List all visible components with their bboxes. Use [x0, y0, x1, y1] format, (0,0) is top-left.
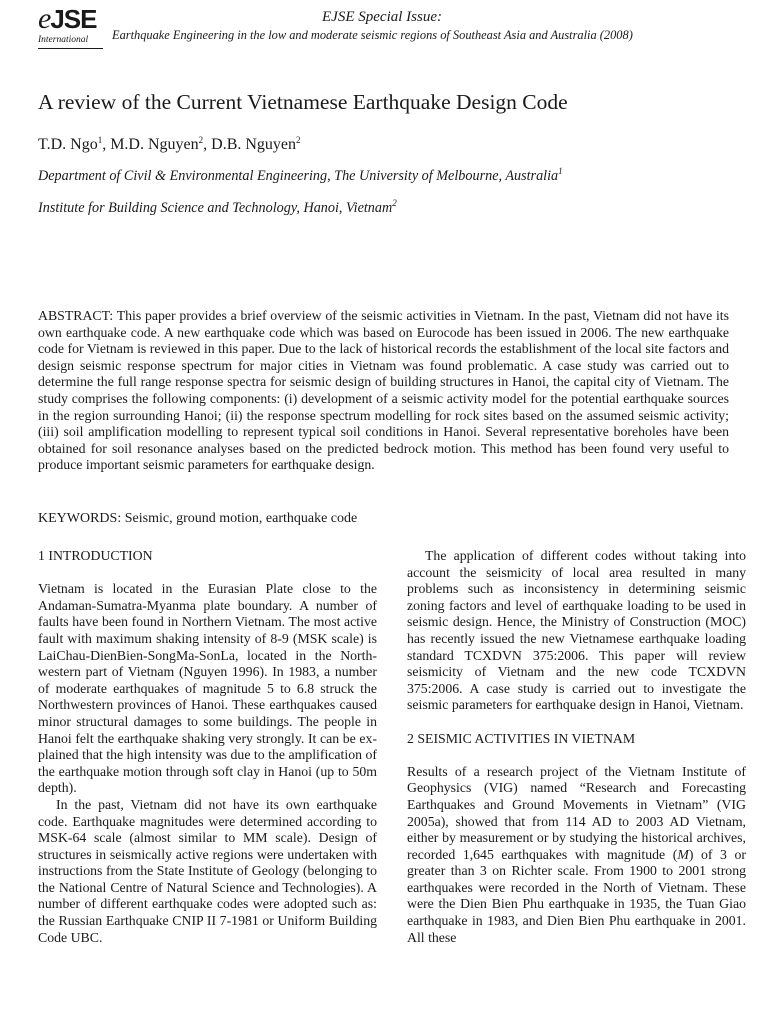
paragraph-text: Results of a research project of the Vietnam Institute of Geophysics (VIG) named “Research and Forecasting Earthquakes and Ground Movements in Vietnam” (VIG 2005a), showed that from 114 AD to 2003 AD Vietnam, either by measurement or by studying the historical archives, recorded 1,645 earthquakes with magnitude ( [407, 763, 746, 862]
author-affiliation-mark: 1 [97, 135, 103, 145]
magnitude-symbol: M [677, 846, 689, 862]
paper-title: A review of the Current Vietnamese Earthquake Design Code [38, 90, 568, 114]
journal-logo [38, 4, 110, 54]
abstract-text: This paper provides a brief overview of the seismic activities in Vietnam. In the past, Vietnam did not have its own earthquake code. A new earthquake code which was based on Eurocode has been issued in 2006. The new earthquake code for Vietnam is reviewed in this paper. Due to the lack of historical records the establishment of the local site factors and design seismic response spectrum for major cities in Vietnam was found problematic. A case study was carried out to determine the full range response spectra for seismic design of building structures in Hanoi, the capital city of Vietnam. The study comprises the following components: (i) development of a seismic activity model for the potential earthquake sources in the region surrounding Hanoi; (ii) the response spectrum modelling for rock sites based on the assumed seismic activity; (iii) soil amplification modelling to represent typical soil conditions in Hanoi. Several representative boreholes have been obtained for soil resonance analyses based on the predicted bedrock motion. This method has been found very useful to produce important seismic parameters for earthquake design. [38, 308, 729, 473]
left-column [38, 548, 377, 946]
author-name: T.D. Ngo [38, 136, 98, 153]
section-heading-seismic-activities: 2 SEISMIC ACTIVITIES IN VIETNAM [407, 730, 636, 746]
affiliation-mark: 1 [558, 166, 563, 176]
keywords [38, 510, 729, 527]
logo-subtitle: International [38, 35, 89, 45]
issue-title: EJSE Special Issue: [322, 9, 442, 25]
author-affiliation-mark: 2 [198, 135, 204, 145]
seismic-activities-paragraph-1 [407, 764, 746, 947]
author-name: D.B. Nguyen [211, 136, 297, 153]
logo-jse: JSE [50, 4, 97, 34]
right-column [407, 548, 746, 946]
affiliation-melbourne [38, 167, 738, 185]
logo-e: e [38, 2, 51, 35]
keywords-text: Seismic, ground motion, earthquake code [124, 511, 358, 526]
author-affiliation-mark: 2 [296, 135, 301, 145]
affiliation-mark: 2 [392, 198, 397, 208]
author-name: M.D. Nguyen [110, 136, 199, 153]
introduction-paragraph-2: In the past, Vietnam did not have its own earthquake code. Earthquake magnitudes were determined according to MSK-64 scale (almost similar to MM scale). Design of structures in seismically active regions were undertaken with instructions from the State Institute of Geology (belonging to the National Centre of Natural Science and Technologies). A number of different earthquake codes were adopted such as: the Russian Earthquake CNIP II 7-1981 or Uniform Building Code UBC. [38, 796, 377, 945]
affiliation-hanoi [38, 199, 738, 217]
keywords-label: KEYWORDS: [38, 511, 122, 526]
paragraph-text: ) of 3 or greater than 3 on Richter scale. From 1900 to 2001 strong earthquakes were recorded in the North of Vietnam. These were the Dien Bien Phu earthquake in 1935, the Tuan Giao earthquake in 1983, and Dien Bien Phu earthquake in 2001. All these [407, 846, 746, 945]
abstract-label: ABSTRACT: [38, 308, 114, 323]
affiliation-text: Institute for Building Science and Technology, Hanoi, Vietnam [38, 200, 393, 216]
logo-mark [38, 4, 110, 34]
abstract [38, 308, 729, 474]
introduction-paragraph-3: The application of different codes without taking into account the seismicity of local area resulted in many problems such as inconsistency in determining seismic zoning factors and level of earthquake loading to be used in seismic design. Hence, the Ministry of Construction (MOC) has recently issued the new Vietnamese earthquake loading standard TCXDVN 375:2006. This paper will review seismicity of Vietnam and the new code TCXDVN 375:2006. A case study is carried out to investigate the seismic parameters for earthquake design in Hanoi, Vietnam. [407, 548, 746, 713]
issue-subtitle: Earthquake Engineering in the low and moderate seismic regions of Southeast Asia and Australia (2008) [112, 28, 633, 42]
introduction-paragraph-1: Vietnam is located in the Eurasian Plate close to the Andaman-Sumatra-Myanma plate boundary. A number of faults have been found in Northern Vietnam. The most active fault with maximum shaking intensity of 8-9 (MSK scale) is LaiChau-DienBien-SongMa-SonLa, located in the Northwestern part of Vietnam (Nguyen 1996). In 1983, a number of moderate earthquakes of magnitude 5 to 6.8 struck the Northwestern provinces of Hanoi. These earthquakes caused minor structural damages to some buildings. The people in Hanoi felt the earthquake shaking very strongly. It can be explained that the high intensity was due to the amplification of the earthquake motion through soft clay in Hanoi (up to 50m depth). [38, 581, 377, 796]
logo-divider [38, 48, 103, 49]
section-gap [407, 714, 746, 731]
section-heading-introduction: 1 INTRODUCTION [38, 548, 153, 563]
author-list: T.D. Ngo$^1$, M.D. Nguyen$^2$, D.B. Nguyen$^2$ [38, 135, 301, 153]
affiliation-text: Department of Civil & Environmental Engineering, The University of Melbourne, Australia [38, 168, 559, 184]
